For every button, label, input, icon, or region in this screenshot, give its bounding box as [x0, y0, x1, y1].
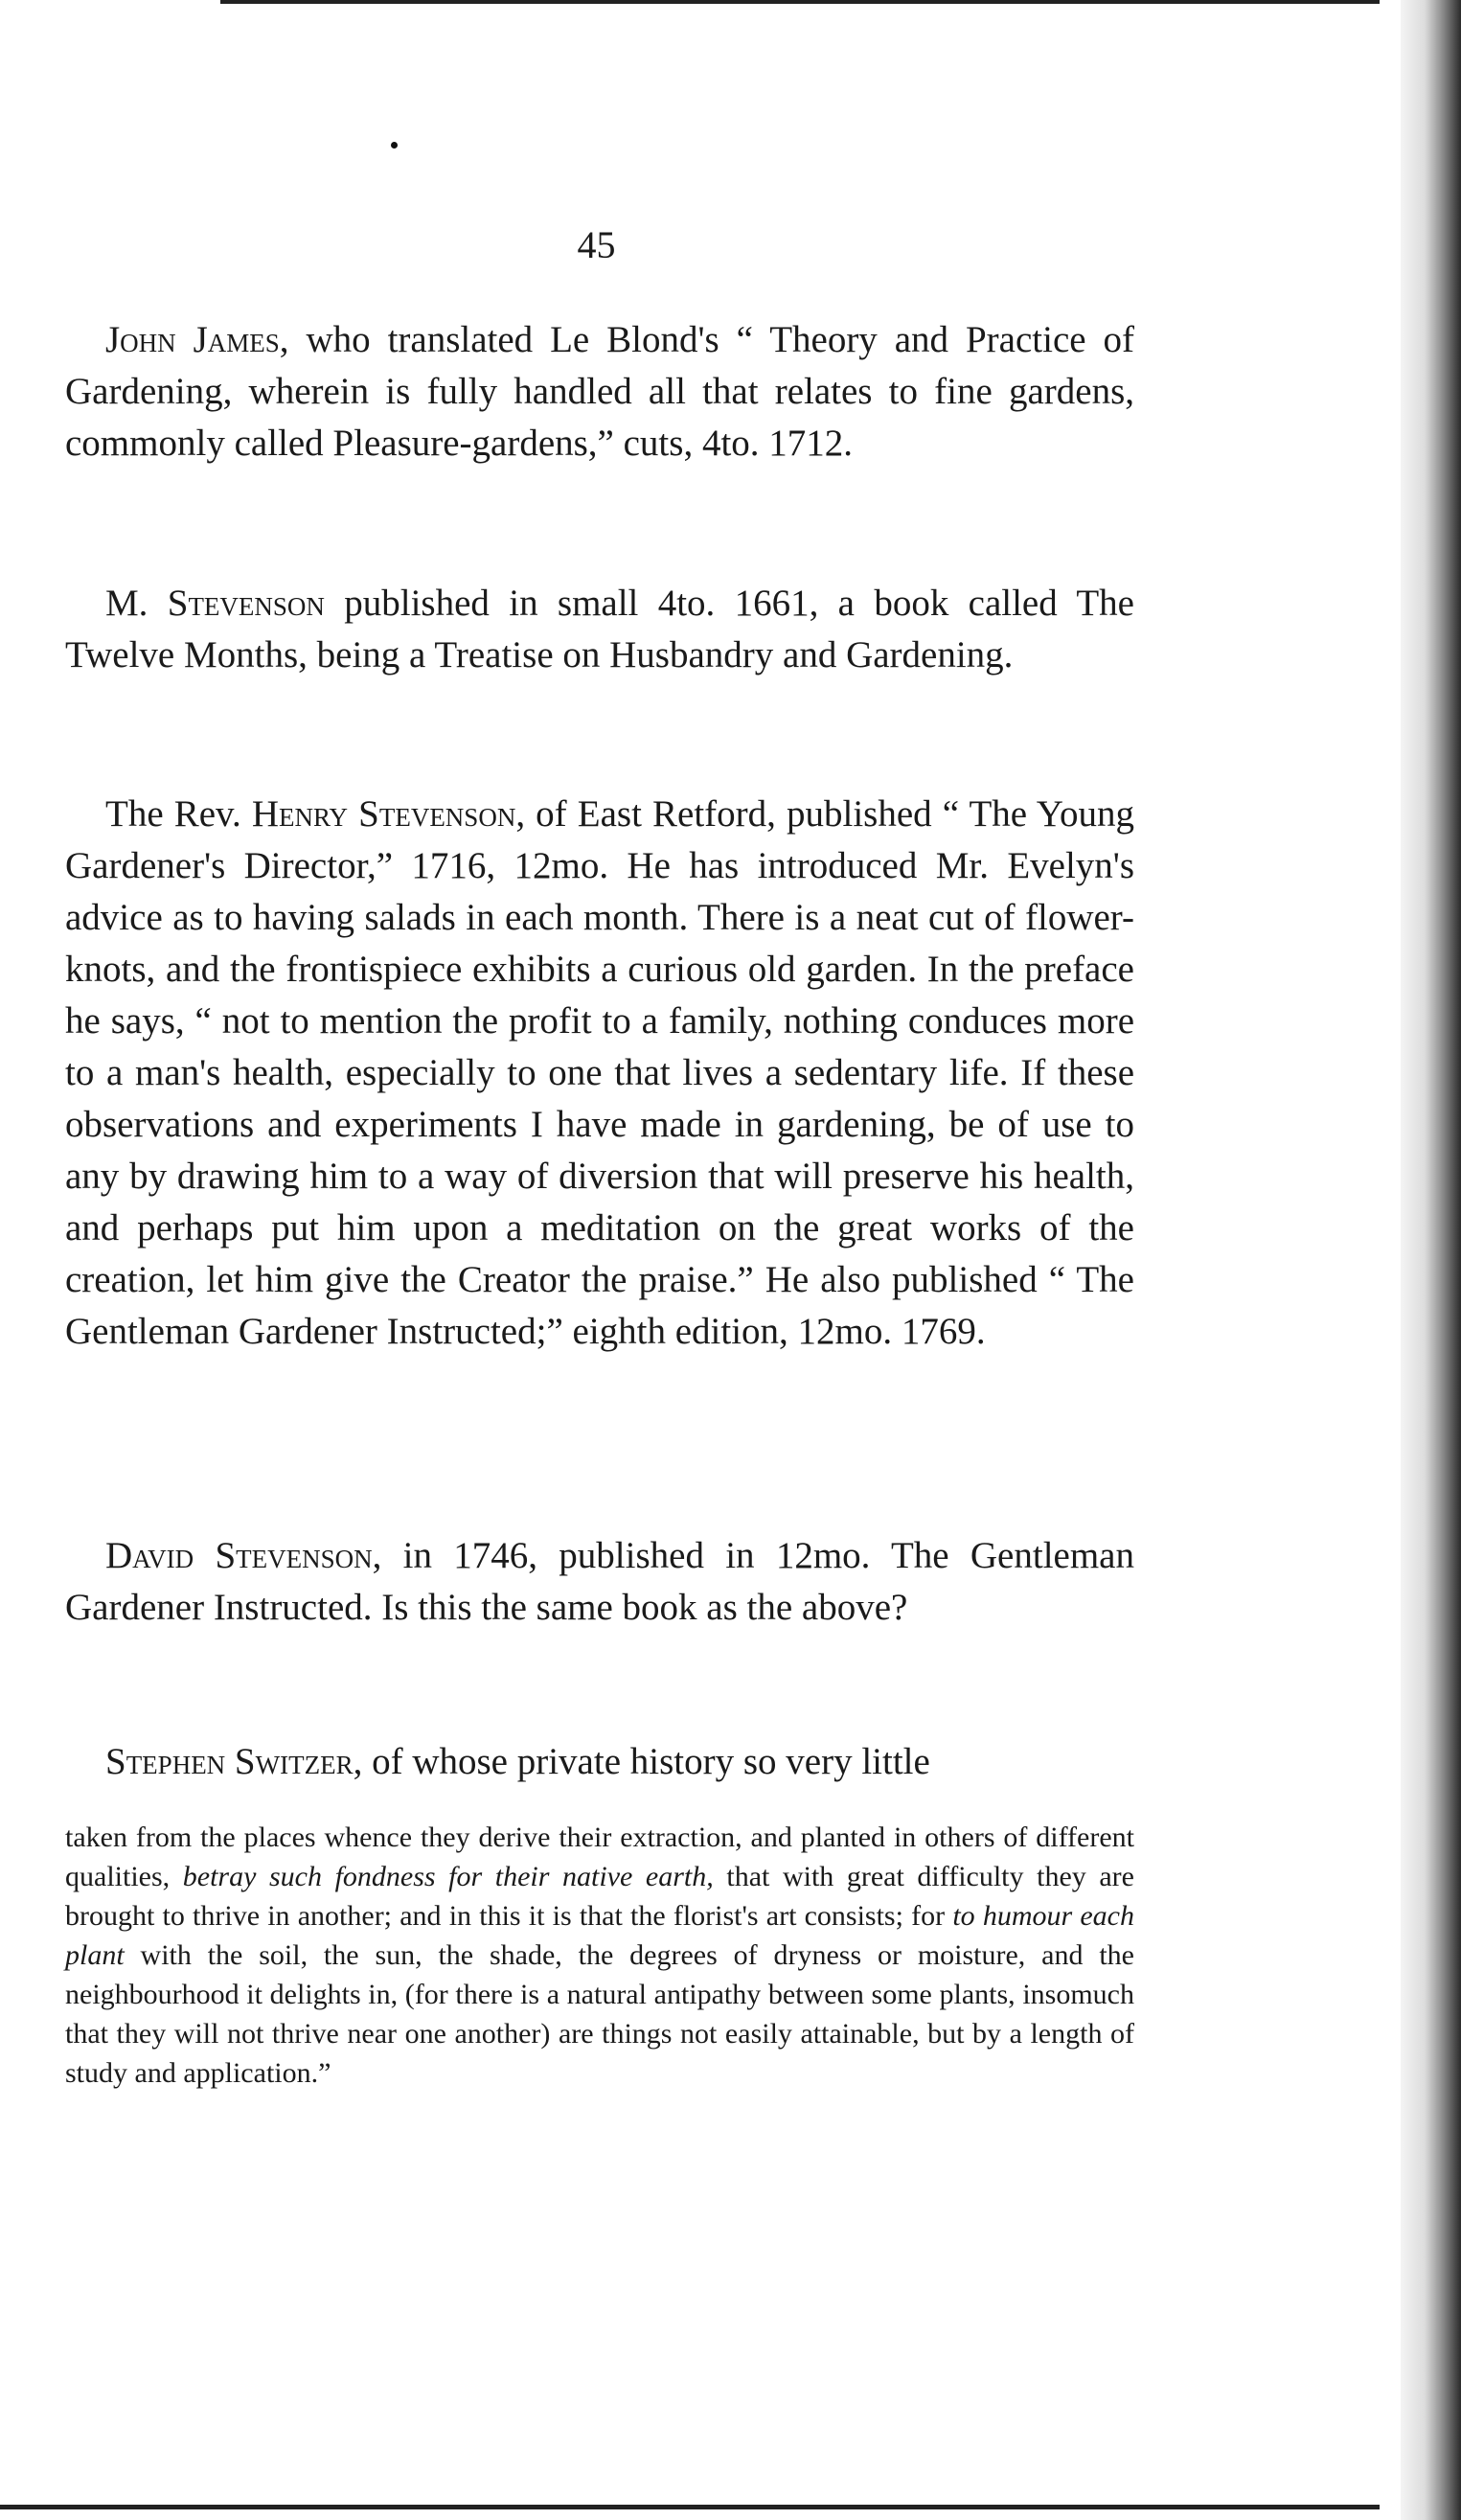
- page-fore-edge: [1401, 0, 1461, 2520]
- footnote: [65, 1818, 1134, 2093]
- entry-name: Stevenson: [167, 583, 325, 624]
- entry-john-james: [65, 314, 1134, 470]
- entry-henry-stevenson: [65, 789, 1134, 1358]
- entry-paragraph: [65, 1736, 1134, 1788]
- footnote-italic: betray such fondness for their native earth,: [182, 1861, 714, 1892]
- entry-stephen-switzer: [65, 1736, 1134, 1788]
- entry-name-prefix: M.: [105, 583, 168, 624]
- page-number: 45: [577, 223, 616, 266]
- entry-name-prefix: The Rev.: [105, 793, 252, 835]
- bottom-scan-edge: [0, 2505, 1380, 2509]
- entry-david-stevenson: [65, 1530, 1134, 1634]
- entry-name: John James: [105, 319, 280, 360]
- entry-m-stevenson: [65, 578, 1134, 681]
- entry-name: David Stevenson: [105, 1535, 373, 1576]
- entry-text: , in 1746, published in 12mo. The Gentleman Gardener Instructed. Is this the same book as the above?: [65, 1535, 1134, 1628]
- entry-paragraph: [65, 1530, 1134, 1634]
- footnote-text: with the soil, the sun, the shade, the degrees of dryness or moisture, and the neighbourhood it delights in, (for there is a natural antipathy between some plants, insomuch that they will not thrive near one another) are things not easily attainable, but by a length of study and application.”: [65, 1939, 1134, 2089]
- footnote-text: taken from the places whence they derive their extraction, and planted in others of different qualities,: [65, 1821, 1134, 1892]
- entry-name: Stephen Switzer: [105, 1741, 354, 1782]
- entry-paragraph: [65, 578, 1134, 681]
- footnote-italic: to humour each plant: [65, 1900, 1134, 1971]
- entry-name: Henry Stevenson: [251, 793, 516, 835]
- entry-text: , of whose private history so very little: [353, 1741, 930, 1782]
- entry-text: published in small 4to. 1661, a book called The Twelve Months, being a Treatise on Husbandry and Gardening.: [65, 583, 1134, 676]
- entry-paragraph: [65, 789, 1134, 1358]
- entry-text: , who translated Le Blond's “ Theory and Practice of Gardening, wherein is fully handled all that relates to fine gardens, commonly called Pleasure-gardens,” cuts, 4to. 1712.: [65, 319, 1134, 464]
- top-scan-edge: [220, 0, 1380, 4]
- footnote-text: that with great difficulty they are brought to thrive in another; and in this it is that the florist's art consists; for: [65, 1861, 1134, 1932]
- entry-paragraph: [65, 314, 1134, 470]
- ink-speck: [391, 142, 398, 149]
- footnote-paragraph: [65, 1818, 1134, 2093]
- entry-text: , of East Retford, published “ The Young Gardener's Director,” 1716, 12mo. He has introduced Mr. Evelyn's advice as to having salads in each month. There is a neat cut of flower-knots, and the frontispiece exhibits a curious old garden. In the preface he says, “ not to mention the profit to a family, nothing conduces more to a man's health, especially to one that lives a sedentary life. If these observations and experiments I have made in gardening, be of use to any by drawing him to a way of diversion that will preserve his health, and perhaps put him upon a meditation on the great works of the creation, let him give the Creator the praise.” He also published “ The Gentleman Gardener Instructed;” eighth edition, 12mo. 1769.: [65, 793, 1134, 1352]
